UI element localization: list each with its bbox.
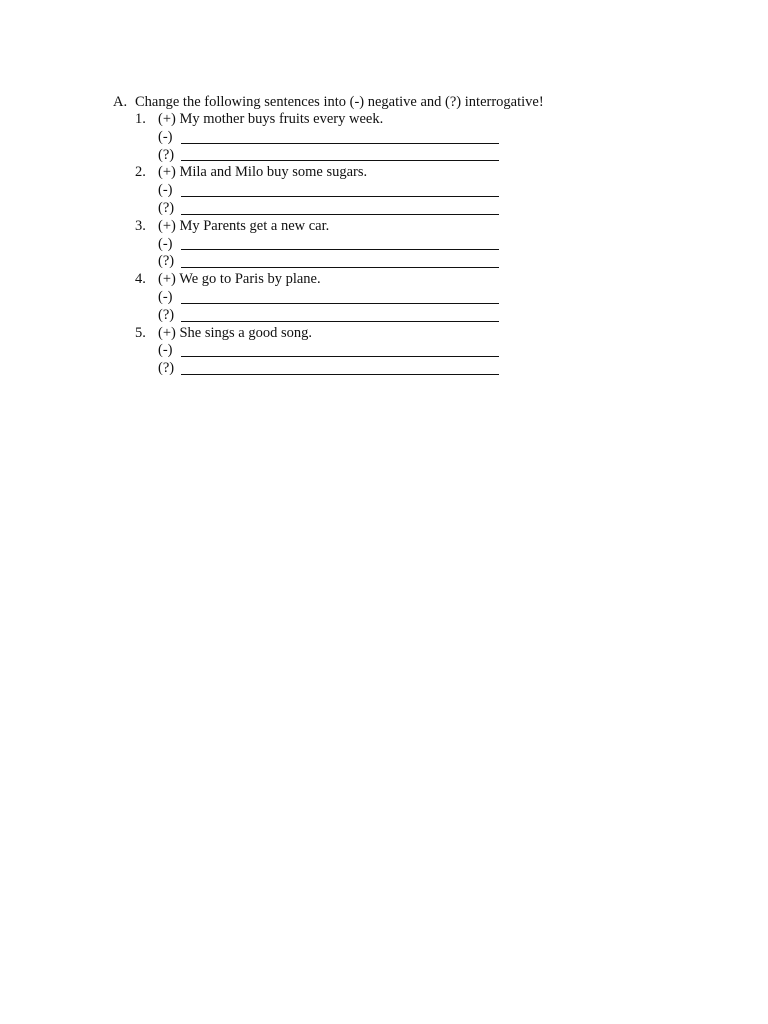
question-answer-row: [135, 200, 515, 218]
negative-answer-line[interactable]: [181, 303, 499, 304]
question-label: (?): [158, 360, 175, 377]
negative-answer-row: [135, 129, 515, 147]
item-number: 4.: [135, 271, 146, 288]
question-answer-row: [135, 253, 515, 271]
negative-answer-row: [135, 342, 515, 360]
negative-label: (-): [158, 288, 173, 305]
sentence-text: My mother buys fruits every week.: [179, 111, 384, 127]
item-number: 3.: [135, 217, 146, 234]
positive-sign: (+): [158, 111, 176, 127]
question-answer-row: [135, 307, 515, 325]
exercise-list: [135, 111, 515, 378]
negative-answer-row: [135, 182, 515, 200]
question-answer-line[interactable]: [181, 214, 499, 215]
item-number: 2.: [135, 164, 146, 181]
negative-answer-line[interactable]: [181, 356, 499, 357]
sentence-text: My Parents get a new car.: [179, 217, 330, 234]
instruction-text: Change the following sentences into (-) negative and (?) interrogative!: [135, 94, 544, 110]
question-answer-row: [135, 360, 515, 378]
negative-label: (-): [158, 182, 173, 199]
exercise-item-2: [135, 164, 515, 217]
exercise-item-5: [135, 325, 515, 378]
question-label: (?): [158, 253, 175, 270]
item-number: 1.: [135, 111, 146, 127]
positive-sign: (+): [158, 164, 176, 181]
negative-label: (-): [158, 342, 173, 359]
sentence-row: [135, 164, 515, 182]
exercise-item-1: [135, 111, 515, 164]
negative-label: (-): [158, 235, 173, 252]
negative-answer-line[interactable]: [181, 143, 499, 144]
sentence-row: [135, 325, 515, 343]
sentence-text: She sings a good song.: [179, 324, 312, 341]
instruction-line: [113, 93, 544, 111]
sentence-row: [135, 271, 515, 289]
negative-answer-line[interactable]: [181, 249, 499, 250]
negative-answer-row: [135, 289, 515, 307]
negative-label: (-): [158, 128, 173, 145]
exercise-item-4: [135, 271, 515, 324]
question-answer-line[interactable]: [181, 267, 499, 268]
question-answer-line[interactable]: [181, 374, 499, 375]
question-answer-row: [135, 147, 515, 165]
positive-sign: (+): [158, 271, 176, 288]
question-answer-line[interactable]: [181, 321, 499, 322]
sentence-row: [135, 218, 515, 236]
sentence-row: [135, 111, 515, 129]
sentence-text: We go to Paris by plane.: [179, 271, 321, 288]
sentence-text: Mila and Milo buy some sugars.: [179, 164, 368, 181]
question-label: (?): [158, 146, 175, 163]
exercise-item-3: [135, 218, 515, 271]
positive-sign: (+): [158, 324, 176, 341]
negative-answer-line[interactable]: [181, 196, 499, 197]
item-number: 5.: [135, 324, 146, 341]
question-answer-line[interactable]: [181, 160, 499, 161]
positive-sign: (+): [158, 217, 176, 234]
question-label: (?): [158, 199, 175, 216]
section-marker: A.: [113, 94, 128, 110]
negative-answer-row: [135, 236, 515, 254]
question-label: (?): [158, 306, 175, 323]
